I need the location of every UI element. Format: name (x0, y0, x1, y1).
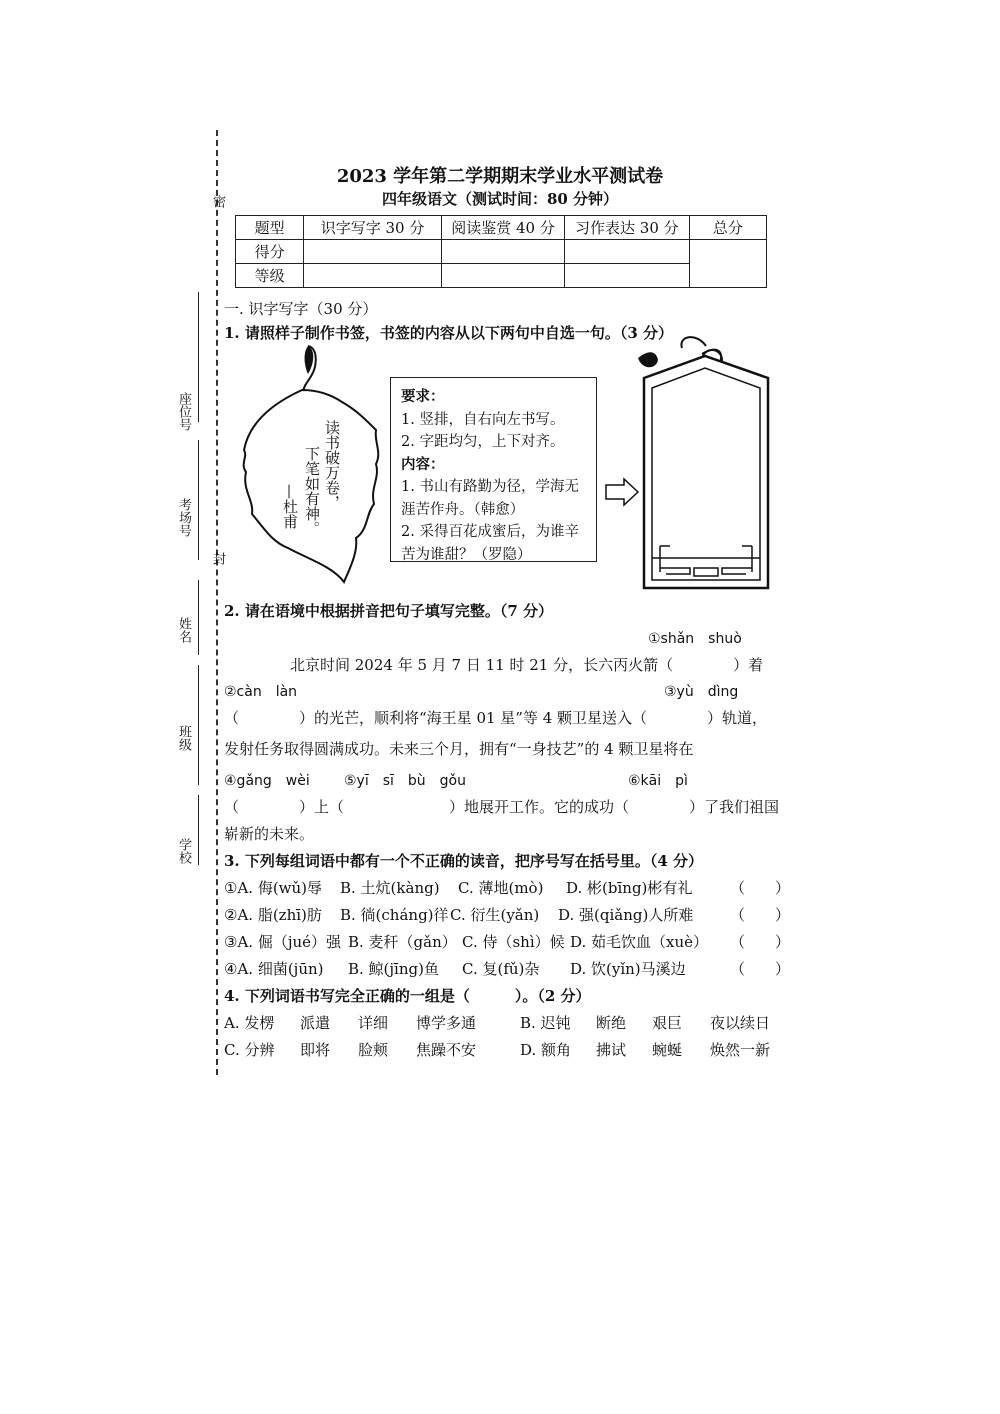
q2-line-4: （ ）上（ ）地展开工作。它的成功（ ）了我们祖国 (224, 798, 780, 816)
q4-word: 艰巨 (652, 1014, 683, 1032)
score-cell (304, 240, 442, 264)
requirement-box (390, 377, 597, 562)
q3-option-d: D. 茹毛饮血（xuè） (570, 933, 709, 951)
score-cell (565, 240, 689, 264)
section1-title: 一. 识字写字（30 分） (224, 300, 378, 318)
score-header-reading: 阅读鉴赏 40 分 (441, 216, 564, 240)
q3-answer-blank: （ ） (730, 960, 791, 978)
grade-cell (441, 264, 564, 288)
q3-answer-blank: （ ） (730, 879, 791, 897)
class-line (198, 665, 199, 785)
seal-dashed-line (216, 130, 218, 1075)
exam-room-label: 考场号 (176, 498, 191, 537)
grade-cell (304, 264, 442, 288)
class-label: 班级 (176, 725, 191, 751)
name-label: 姓名 (176, 617, 191, 643)
pinyin-4: ④gǎng wèi (224, 773, 310, 789)
q3-option-c: C. 复(fǔ)杂 (462, 960, 540, 978)
q3-option-a: ①A. 侮(wǔ)辱 (224, 879, 323, 897)
q3-option-a: ④A. 细菌(jūn) (224, 960, 324, 978)
content-item: 2. 采得百花成蜜后，为谁辛苦为谁甜？（罗隐） (401, 524, 579, 563)
pinyin-5: ⑤yī sī bù gǒu (344, 773, 466, 789)
leaf-col2: 下笔如有神。 (303, 446, 321, 536)
leaf-col1: 读书破万卷， (323, 420, 341, 510)
pinyin-6: ⑥kāi pì (628, 773, 688, 789)
score-table (235, 215, 767, 288)
q4-word: 蜿蜒 (652, 1041, 683, 1059)
q3-option-d: D. 彬(bīng)彬有礼 (566, 879, 693, 897)
q2-title: 2. 请在语境中根据拼音把句子填写完整。（7 分） (224, 602, 554, 620)
q4-word: 即将 (300, 1041, 331, 1059)
q3-option-d: D. 强(qiǎng)人所难 (558, 906, 694, 924)
q4-word: 焦躁不安 (416, 1041, 477, 1059)
blank-bookmark-frame-icon (630, 330, 780, 592)
exam-subtitle: 四年级语文（测试时间：80 分钟） (381, 190, 619, 208)
q3-option-c: C. 衍生(yǎn) (450, 906, 540, 924)
score-table-header-row (236, 216, 767, 240)
q3-option-c: C. 侍（shì）候 (462, 933, 565, 951)
q4-word: 脸颊 (358, 1041, 389, 1059)
q3-option-a: ③A. 倔（jué）强 (224, 933, 342, 951)
q4-word: 详细 (358, 1014, 389, 1032)
leaf-col3: —杜甫 (281, 484, 299, 529)
q3-option-d: D. 饮(yǐn)马溪边 (570, 960, 686, 978)
seat-number-line (198, 292, 199, 422)
seal-char-mid: 封 (210, 552, 225, 565)
q4-word: 断绝 (596, 1014, 627, 1032)
school-label: 学校 (176, 838, 191, 864)
content-heading: 内容： (401, 455, 445, 473)
req-item: 1. 竖排，自右向左书写。 (401, 411, 565, 428)
score-cell (441, 240, 564, 264)
q4-title: 4. 下列词语书写完全正确的一组是（ ）。（2 分） (224, 987, 591, 1005)
q2-line-1: 北京时间 2024 年 5 月 7 日 11 时 21 分，长六丙火箭（ ）着 (290, 656, 764, 674)
pinyin-1: ①shǎn shuò (648, 631, 742, 647)
q3-option-b: B. 鲸(jīng)鱼 (348, 960, 439, 978)
pinyin-2: ②càn làn (224, 684, 298, 700)
seal-char-top: 密 (210, 195, 225, 208)
q3-option-b: B. 徜(cháng)徉 (340, 906, 449, 924)
q4-word: D. 额角 (520, 1041, 572, 1059)
score-header-literacy: 识字写字 30 分 (304, 216, 442, 240)
score-header-total: 总分 (689, 216, 767, 240)
total-cell (689, 240, 767, 288)
q3-answer-blank: （ ） (730, 933, 791, 951)
q1-title: 1. 请照样子制作书签，书签的内容从以下两句中自选一句。（3 分） (224, 324, 674, 342)
content-item: 1. 书山有路勤为径，学海无涯苦作舟。（韩愈） (401, 479, 579, 518)
q3-title: 3. 下列每组词语中都有一个不正确的读音，把序号写在括号里。（4 分） (224, 852, 704, 870)
name-line (198, 580, 199, 655)
seat-number-label: 座位号 (176, 392, 191, 431)
q3-option-a: ②A. 脂(zhī)肪 (224, 906, 322, 924)
q4-word: A. 发楞 (224, 1014, 275, 1032)
req-item: 2. 字距均匀，上下对齐。 (401, 434, 565, 450)
q3-option-b: B. 土炕(kàng) (340, 879, 440, 897)
q3-option-b: B. 麦秆（gǎn） (348, 933, 457, 951)
grade-cell (565, 264, 689, 288)
q4-word: 派遣 (300, 1014, 331, 1032)
q2-line-5: 崭新的未来。 (224, 825, 315, 843)
grade-row-label: 等级 (236, 264, 304, 288)
q2-line-2: （ ）的光芒，顺利将“海王星 01 星”等 4 颗卫星送入（ ）轨道， (224, 709, 768, 727)
grade-row (236, 264, 767, 288)
q4-word: 博学多通 (416, 1014, 477, 1032)
score-row-label: 得分 (236, 240, 304, 264)
q3-option-c: C. 薄地(mò) (458, 879, 544, 897)
q2-line-3: 发射任务取得圆满成功。未来三个月，拥有“一身技艺”的 4 颗卫星将在 (224, 740, 694, 758)
school-line (198, 795, 199, 865)
score-header-writing: 习作表达 30 分 (565, 216, 689, 240)
req-heading: 要求： (401, 388, 445, 405)
q3-answer-blank: （ ） (730, 906, 791, 924)
q4-word: 焕然一新 (710, 1041, 771, 1059)
q4-word: 拂试 (596, 1041, 627, 1059)
score-row (236, 240, 767, 264)
exam-title: 2023 学年第二学期期末学业水平测试卷 (336, 166, 664, 187)
q4-word: C. 分辨 (224, 1041, 275, 1059)
score-header-type: 题型 (236, 216, 304, 240)
q4-word: B. 迟钝 (520, 1014, 571, 1032)
exam-room-line (198, 440, 199, 560)
pinyin-3: ③yù dìng (664, 684, 739, 700)
q4-word: 夜以续日 (710, 1014, 771, 1032)
